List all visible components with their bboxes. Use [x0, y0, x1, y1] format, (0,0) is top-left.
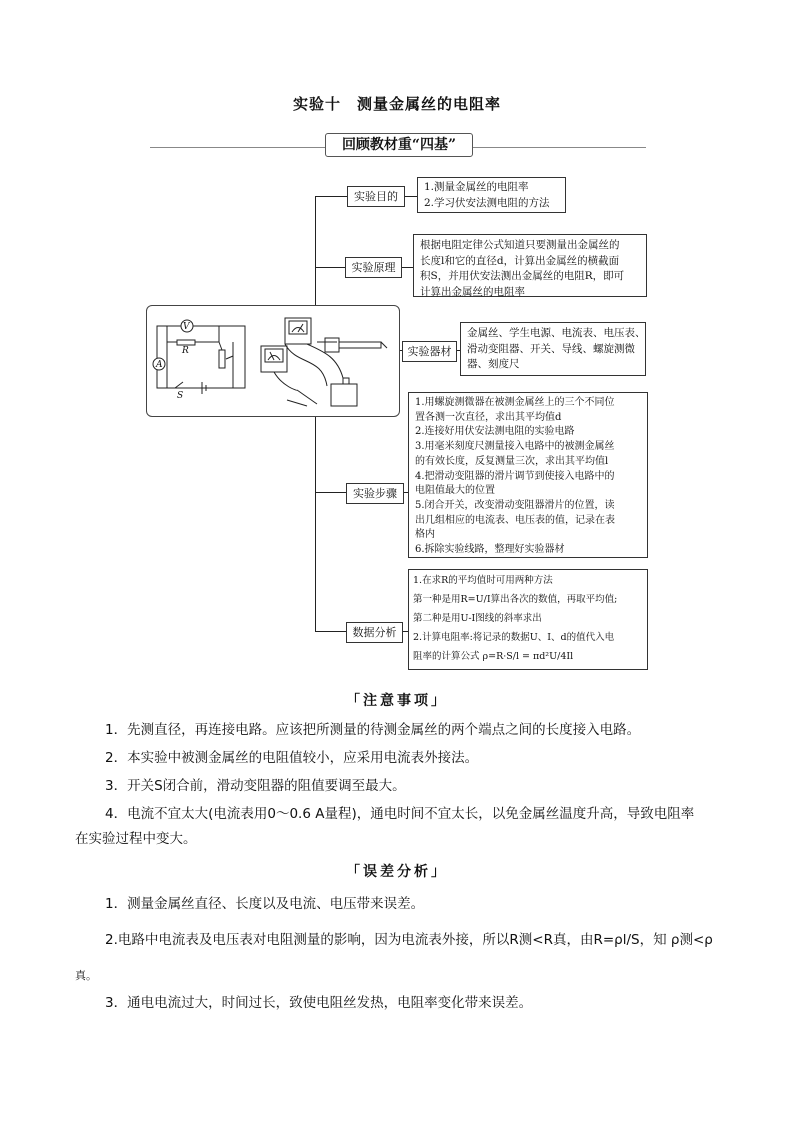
circuit-diagram	[147, 306, 399, 416]
steps-line: 2.连接好用伏安法测电阻的实验电路	[415, 426, 575, 438]
page-title: 实验十 测量金属丝的电阻率	[292, 95, 501, 113]
steps-line: 置各测一次直径，求出其平均值d	[415, 411, 562, 423]
equipment-line: 金属丝、学生电源、电流表、电压表、	[467, 327, 646, 339]
connector-principle	[315, 267, 345, 268]
box-analysis	[408, 569, 648, 670]
resistor-label: R	[182, 346, 189, 356]
banner-line-right	[471, 147, 646, 148]
steps-line: 5.闭合开关，改变滑动变阻器滑片的位置，读	[415, 499, 615, 511]
equipment-line: 器、刻度尺	[467, 358, 520, 370]
label-principle: 实验原理	[345, 257, 402, 278]
purpose-line: 1.测量金属丝的电阻率	[424, 181, 529, 193]
label-steps: 实验步骤	[346, 483, 404, 504]
steps-line: 的有效长度，反复测量三次，求出其平均值l	[415, 455, 609, 467]
principle-line: 计算出金属丝的电阻率	[420, 285, 525, 298]
errors-heading: 「误差分析」	[346, 864, 448, 880]
voltmeter-label: V	[183, 322, 190, 332]
notes-item: 2．本实验中被测金属丝的电阻值较小，应采用电流表外接法。	[105, 750, 479, 766]
label-analysis: 数据分析	[346, 622, 403, 643]
equipment-line: 滑动变阻器、开关、导线、螺旋测微	[467, 342, 635, 355]
notes-item: 3．开关S闭合前，滑动变阻器的阻值要调至最大。	[105, 778, 406, 794]
box-principle	[413, 234, 647, 297]
analysis-line: 1.在求R的平均值时可用两种方法	[413, 575, 553, 586]
box-purpose	[417, 177, 566, 213]
purpose-line: 2.学习伏安法测电阻的方法	[424, 196, 550, 209]
section-banner: 回顾教材重“四基”	[325, 133, 473, 157]
analysis-line: 第一种是用R=U/I算出各次的数值，再取平均值;	[413, 594, 618, 605]
label-purpose: 实验目的	[347, 186, 405, 207]
connector-principle-box	[401, 267, 413, 268]
errors-item: 1．测量金属丝直径、长度以及电流、电压带来误差。	[105, 896, 425, 912]
connector-purpose-box	[405, 196, 417, 197]
notes-item-continued: 在实验过程中变大。	[75, 831, 197, 847]
principle-line: 根据电阻定律公式知道只要测量出金属丝的	[420, 239, 620, 251]
analysis-line: 阻率的计算公式 ρ=R·S/l = πd²U/4Il	[413, 651, 574, 662]
connector-steps	[315, 492, 346, 493]
errors-item: 2.电路中电流表及电压表对电阻测量的影响，因为电流表外接，所以R测<R真，由R=ρl/S，知 ρ测<ρ	[105, 932, 713, 948]
steps-line: 1.用螺旋测微器在被测金属丝上的三个不同位	[415, 397, 615, 408]
notes-item: 4．电流不宜太大(电流表用0～0.6 A量程)，通电时间不宜太长，以免金属丝温度升高，导致电阻率	[105, 806, 695, 822]
box-equipment	[460, 322, 646, 376]
errors-item: 3．通电电流过大，时间过长，致使电阻丝发热，电阻率变化带来误差。	[105, 995, 533, 1011]
steps-line: 出几组相应的电流表、电压表的值，记录在表	[415, 514, 615, 526]
analysis-line: 2.计算电阻率:将记录的数据U、I、d的值代入电	[413, 632, 615, 643]
steps-line: 3.用毫米刻度尺测量接入电路中的被测金属丝	[415, 441, 615, 453]
principle-line: 长度l和它的直径d，计算出金属丝的横截面	[420, 254, 620, 267]
steps-line: 4.把滑动变阻器的滑片调节到使接入电路中的	[415, 470, 615, 482]
connector-analysis	[315, 631, 346, 632]
notes-item: 1．先测直径，再连接电路。应该把所测量的待测金属丝的两个端点之间的长度接入电路。	[105, 722, 641, 738]
steps-line: 6.拆除实验线路，整理好实验器材	[415, 544, 565, 556]
errors-item-continued: 真。	[75, 969, 97, 982]
notes-heading: 「注意事项」	[346, 693, 448, 709]
banner-line-left	[150, 147, 325, 148]
principle-line: 积S，并用伏安法测出金属丝的电阻R，即可	[420, 270, 625, 282]
steps-line: 格内	[415, 529, 435, 541]
ammeter-label: A	[156, 360, 163, 370]
circuit-illustration	[146, 305, 400, 417]
analysis-line: 第二种是用U-I图线的斜率求出	[413, 613, 542, 624]
label-equipment: 实验器材	[402, 341, 457, 362]
box-steps	[408, 392, 648, 558]
connector-purpose	[315, 196, 347, 197]
switch-label: S	[177, 391, 184, 401]
steps-line: 电阻值最大的位置	[415, 485, 495, 497]
